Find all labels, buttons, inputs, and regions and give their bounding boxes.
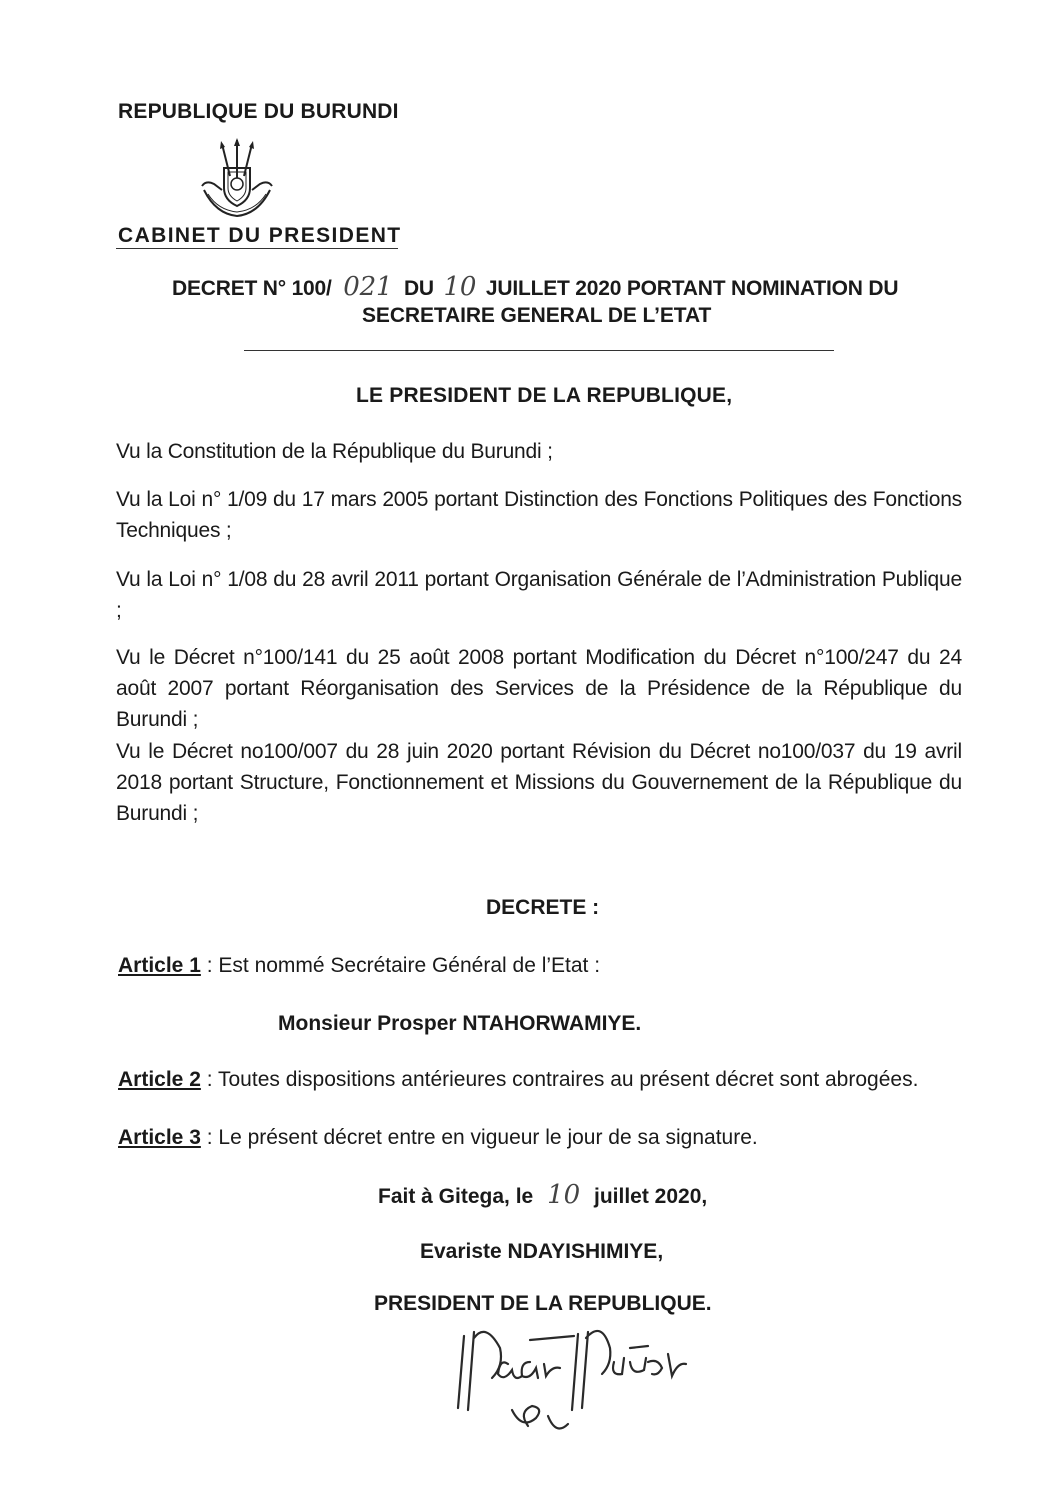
decree-title-line2: SECRETAIRE GENERAL DE L’ETAT — [362, 304, 712, 327]
authority-heading: LE PRESIDENT DE LA REPUBLIQUE, — [356, 384, 733, 407]
decree-number-handwritten: 021 — [343, 272, 393, 302]
consideration-2: Vu la Loi n° 1/09 du 17 mars 2005 portant Distinction des Fonctions Politiques des Fonctions Techniques ; — [116, 488, 962, 542]
date-suffix: juillet 2020, — [594, 1185, 708, 1208]
signatory-name: Evariste NDAYISHIMIYE, — [420, 1240, 664, 1263]
article-3-label: Article 3 — [118, 1126, 201, 1149]
place-prefix: Fait à Gitega, le — [378, 1185, 534, 1208]
consideration-4: Vu le Décret n°100/141 du 25 août 2008 portant Modification du Décret n°100/247 du 24 août 2007 portant Réorganisation des Services de la Présidence de la République du Burundi ; — [116, 646, 962, 731]
title-separator — [244, 350, 834, 351]
article-1-text: Est nommé Secrétaire Général de l’Etat : — [218, 954, 601, 977]
consideration-1: Vu la Constitution de la République du Burundi ; — [116, 440, 553, 463]
article-1-separator: : — [200, 954, 219, 977]
article-2-separator: : — [200, 1068, 218, 1091]
consideration-5: Vu le Décret no100/007 du 28 juin 2020 portant Révision du Décret no100/037 du 19 avril 2018 portant Structure, Fonctionnement et Missions du Gouvernement de la République du Burundi ; — [116, 740, 962, 825]
decrees-heading: DECRETE : — [486, 896, 600, 919]
article-1 — [118, 954, 600, 978]
article-3-separator: : — [200, 1126, 219, 1149]
decree-title-du: DU — [403, 277, 434, 300]
article-2-label: Article 2 — [118, 1068, 201, 1091]
signatory-title: PRESIDENT DE LA REPUBLIQUE. — [374, 1292, 712, 1315]
article-2 — [118, 1068, 918, 1092]
decree-title-prefix: DECRET N° 100/ — [172, 277, 332, 300]
article-1-label: Article 1 — [118, 954, 201, 977]
decree-title-suffix: JUILLET 2020 PORTANT NOMINATION DU — [485, 277, 899, 300]
country-name: REPUBLIQUE DU BURUNDI — [118, 100, 399, 123]
cabinet-name: CABINET DU PRESIDENT — [118, 224, 402, 247]
handwritten-signature-icon — [452, 1318, 692, 1448]
place-and-date — [378, 1180, 707, 1210]
decree-day-handwritten: 10 — [443, 272, 477, 302]
cabinet-underline — [116, 248, 398, 249]
nominee-name: Monsieur Prosper NTAHORWAMIYE. — [278, 1012, 642, 1035]
article-3-text: Le présent décret entre en vigueur le jour de sa signature. — [218, 1126, 758, 1149]
consideration-3: Vu la Loi n° 1/08 du 28 avril 2011 portant Organisation Générale de l’Administration Publique ; — [116, 568, 962, 622]
article-2-text: Toutes dispositions antérieures contraires au présent décret sont abrogées. — [218, 1068, 919, 1091]
coat-of-arms-icon — [196, 138, 278, 220]
decree-title-line1 — [172, 272, 898, 302]
closing-day-handwritten: 10 — [547, 1180, 581, 1210]
article-3 — [118, 1126, 758, 1150]
